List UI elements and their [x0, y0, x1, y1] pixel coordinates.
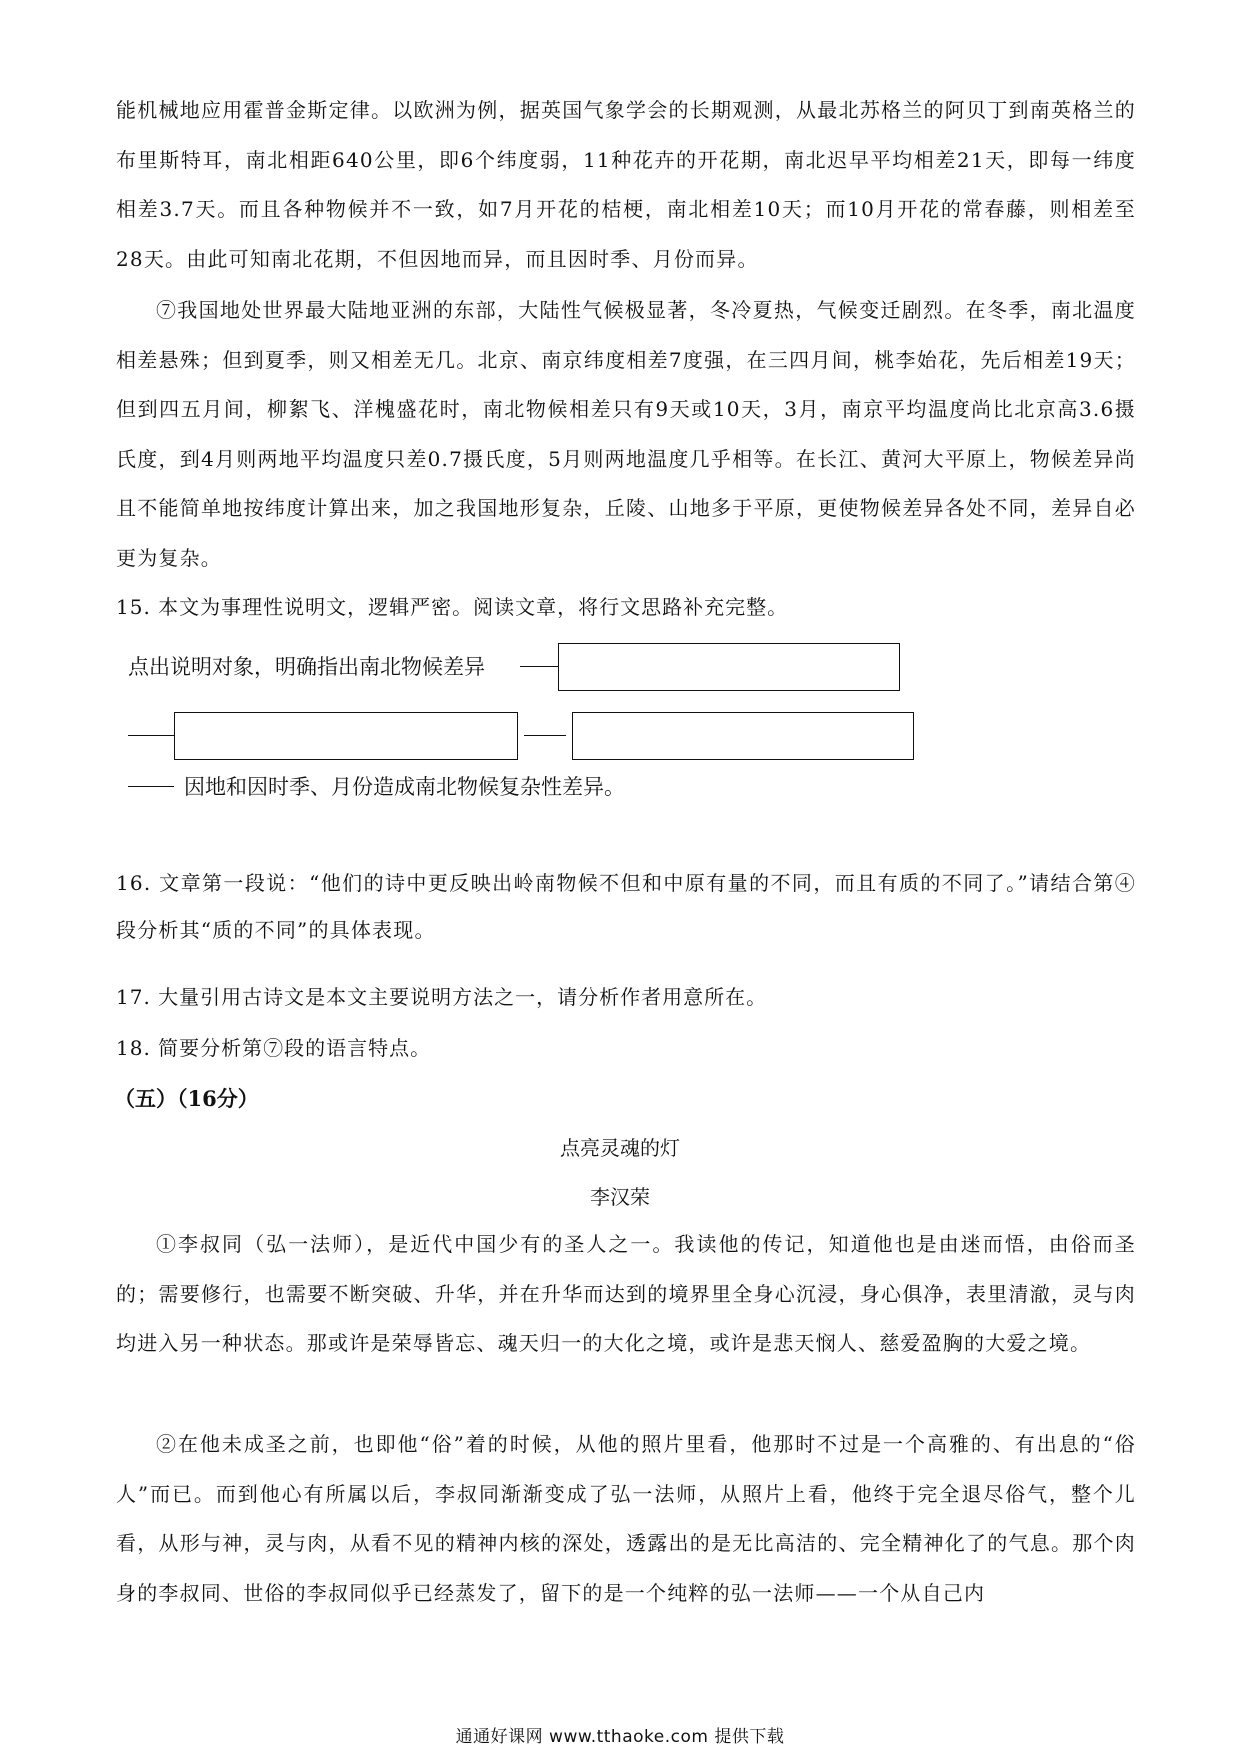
- question-16: 16. 文章第一段说：“他们的诗中更反映出岭南物候不但和中原有量的不同，而且有质的不同了。”请结合第④段分析其“质的不同”的具体表现。: [116, 871, 1136, 942]
- answer-box-3[interactable]: [572, 712, 914, 760]
- article-title: 点亮灵魂的灯: [560, 1136, 680, 1160]
- connector-line: [520, 666, 558, 667]
- question-15: 15. 本文为事理性说明文，逻辑严密。阅读文章，将行文思路补充完整。: [116, 595, 789, 619]
- page-footer: 通通好课网 www.tthaoke.com 提供下载: [455, 1727, 785, 1747]
- paragraph-continuation: 能机械地应用霍普金斯定律。以欧洲为例，据英国气象学会的长期观测，从最北苏格兰的阿贝丁到南英格兰的布里斯特耳，南北相距640公里，即6个纬度弱，11种花卉的开花期，南北迟早平均相差21天，即每一纬度相差3.7天。而且各种物候并不一致，如7月开花的桔梗，南北相差10天；而10月开花的常春藤，则相差至28天。由此可知南北花期，不但因地而异，而且因时季、月份而异。: [116, 98, 1136, 271]
- section-header: （五）（16分）: [114, 1086, 259, 1111]
- answer-box-1[interactable]: [558, 643, 900, 691]
- paragraph-1: ①李叔同（弘一法师），是近代中国少有的圣人之一。我读他的传记，知道他也是由迷而悟，由俗而圣的；需要修行，也需要不断突破、升华，并在升华而达到的境界里全身心沉浸，身心俱净，表里清澈，灵与肉均进入另一种状态。那或许是荣辱皆忘、魂天归一的大化之境，或许是悲天悯人、慈爱盈胸的大爱之境。: [116, 1232, 1136, 1355]
- question-17: 17. 大量引用古诗文是本文主要说明方法之一，请分析作者用意所在。: [116, 985, 768, 1009]
- diagram-end-text: 因地和因时季、月份造成南北物候复杂性差异。: [184, 775, 625, 799]
- article-author: 李汉荣: [590, 1185, 650, 1209]
- connector-line: [128, 786, 174, 787]
- connector-line: [524, 735, 566, 736]
- question-18: 18. 简要分析第⑦段的语言特点。: [116, 1036, 432, 1060]
- connector-line: [128, 735, 174, 736]
- paragraph-7: ⑦我国地处世界最大陆地亚洲的东部，大陆性气候极显著，冬冷夏热，气候变迁剧烈。在冬季，南北温度相差悬殊；但到夏季，则又相差无几。北京、南京纬度相差7度强，在三四月间，桃李始花，先后相差19天；但到四五月间，柳絮飞、洋槐盛花时，南北物候相差只有9天或10天，3月，南京平均温度尚比北京高3.6摄氏度，到4月则两地平均温度只差0.7摄氏度，5月则两地温度几乎相等。在长江、黄河大平原上，物候差异尚且不能简单地按纬度计算出来，加之我国地形复杂，丘陵、山地多于平原，更使物候差异各处不同，差异自必更为复杂。: [116, 298, 1136, 570]
- paragraph-2: ②在他未成圣之前，也即他“俗”着的时候，从他的照片里看，他那时不过是一个高雅的、有出息的“俗人”而已。而到他心有所属以后，李叔同渐渐变成了弘一法师，从照片上看，他终于完全退尽俗气，整个儿看，从形与神，灵与肉，从看不见的精神内核的深处，透露出的是无比高洁的、完全精神化了的气息。那个肉身的李叔同、世俗的李叔同似乎已经蒸发了，留下的是一个纯粹的弘一法师——一个从自己内: [116, 1432, 1136, 1605]
- diagram-start-text: 点出说明对象，明确指出南北物候差异: [128, 655, 485, 679]
- answer-box-2[interactable]: [174, 712, 518, 760]
